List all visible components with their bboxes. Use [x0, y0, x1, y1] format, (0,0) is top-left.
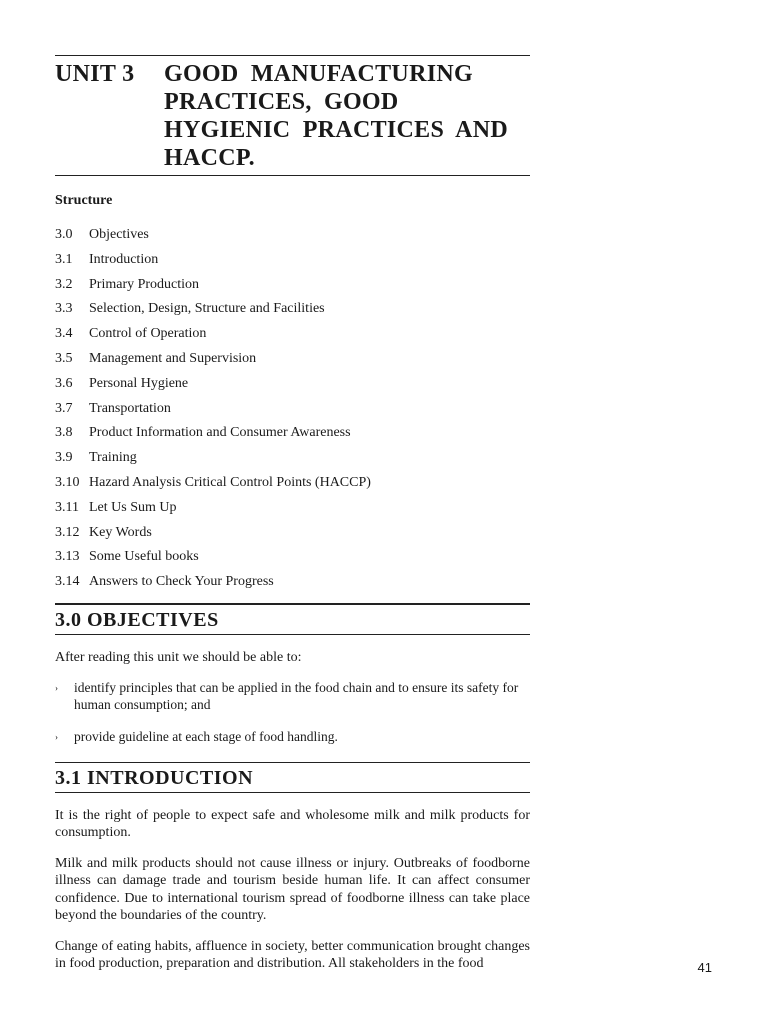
structure-item-number: 3.7	[55, 400, 73, 416]
structure-item	[55, 223, 530, 248]
structure-item-number: 3.1	[55, 251, 73, 267]
structure-item-title: Personal Hygiene	[89, 375, 189, 391]
paragraph: Milk and milk products should not cause illness or injury. Outbreaks of foodborne illness can damage trade and tourism beside human life. It can affect consumer confidence. Due to international tourism spread of foodborne illness can take place beyond the boundaries of the country.	[55, 855, 530, 924]
structure-item-number: 3.14	[55, 574, 80, 590]
paragraph: Change of eating habits, affluence in society, better communication brought changes in food production, preparation and distribution. All stakeholders in the food	[55, 938, 530, 972]
structure-item	[55, 570, 530, 595]
structure-item	[55, 273, 530, 298]
section-rule	[55, 792, 530, 793]
section-heading-objectives: 3.0 OBJECTIVES	[55, 608, 219, 631]
bullet-icon: ›	[55, 732, 58, 743]
unit-label: UNIT 3	[55, 61, 135, 87]
bullet-icon: ›	[55, 683, 58, 694]
structure-list	[55, 223, 530, 595]
structure-item-title: Objectives	[89, 227, 149, 242]
unit-heading	[55, 56, 530, 175]
structure-item-title: Hazard Analysis Critical Control Points (HACCP)	[89, 474, 371, 490]
structure-item-title: Let Us Sum Up	[89, 499, 177, 515]
structure-item-title: Key Words	[89, 524, 152, 540]
structure-item-number: 3.4	[55, 326, 73, 342]
structure-item-title: Product Information and Consumer Awareness	[89, 425, 351, 441]
structure-item	[55, 397, 530, 422]
structure-item-title: Primary Production	[89, 276, 200, 292]
structure-item	[55, 372, 530, 397]
title-bottom-rule	[55, 175, 530, 176]
structure-item-number: 3.5	[55, 350, 73, 366]
objectives-intro: After reading this unit we should be able to:	[55, 649, 302, 665]
section-heading-introduction: 3.1 INTRODUCTION	[55, 766, 254, 789]
structure-item	[55, 248, 530, 273]
unit-title-line: GOOD MANUFACTURING	[164, 61, 473, 87]
structure-item	[55, 421, 530, 446]
structure-item-title: Training	[89, 450, 137, 466]
page-content	[55, 55, 530, 973]
structure-item-title: Selection, Design, Structure and Facilities	[89, 301, 325, 317]
list-item-text: provide guideline at each stage of food handling.	[74, 729, 338, 745]
list-item	[55, 729, 530, 746]
structure-item-title: Control of Operation	[89, 326, 207, 342]
structure-item-title: Introduction	[89, 251, 159, 267]
paragraph: It is the right of people to expect safe and wholesome milk and milk products for consumption.	[55, 807, 530, 841]
structure-item-number: 3.12	[55, 524, 80, 540]
structure-item-title: Answers to Check Your Progress	[89, 574, 274, 590]
list-item	[55, 680, 530, 713]
structure-item	[55, 446, 530, 471]
page-number: 41	[697, 960, 712, 975]
structure-item	[55, 297, 530, 322]
structure-item	[55, 471, 530, 496]
structure-item-title: Management and Supervision	[89, 350, 257, 366]
structure-item-number: 3.9	[55, 450, 73, 466]
structure-item	[55, 521, 530, 546]
list-item-text: identify principles that can be applied in the food chain and to ensure its safety for human consumption; and	[74, 680, 519, 712]
structure-item	[55, 322, 530, 347]
structure-item	[55, 545, 530, 570]
structure-heading: Structure	[55, 193, 113, 208]
unit-title-line: HACCP.	[164, 145, 255, 171]
structure-item-number: 3.8	[55, 425, 73, 441]
structure-item-number: 3.6	[55, 375, 73, 391]
structure-item	[55, 496, 530, 521]
structure-item-number: 3.3	[55, 301, 73, 317]
unit-title-line: HYGIENIC PRACTICES AND	[164, 117, 508, 143]
structure-item-number: 3.10	[55, 474, 80, 490]
structure-item-number: 3.2	[55, 276, 73, 292]
structure-item-number: 3.0	[55, 227, 73, 242]
unit-title-line: PRACTICES, GOOD	[164, 89, 399, 115]
section-rule	[55, 634, 530, 635]
unit-title	[164, 60, 530, 172]
structure-item-number: 3.11	[55, 499, 79, 515]
structure-item-number: 3.13	[55, 549, 80, 565]
structure-item-title: Some Useful books	[89, 549, 199, 565]
objectives-list	[55, 680, 530, 746]
structure-item-title: Transportation	[89, 400, 171, 416]
structure-item	[55, 347, 530, 372]
